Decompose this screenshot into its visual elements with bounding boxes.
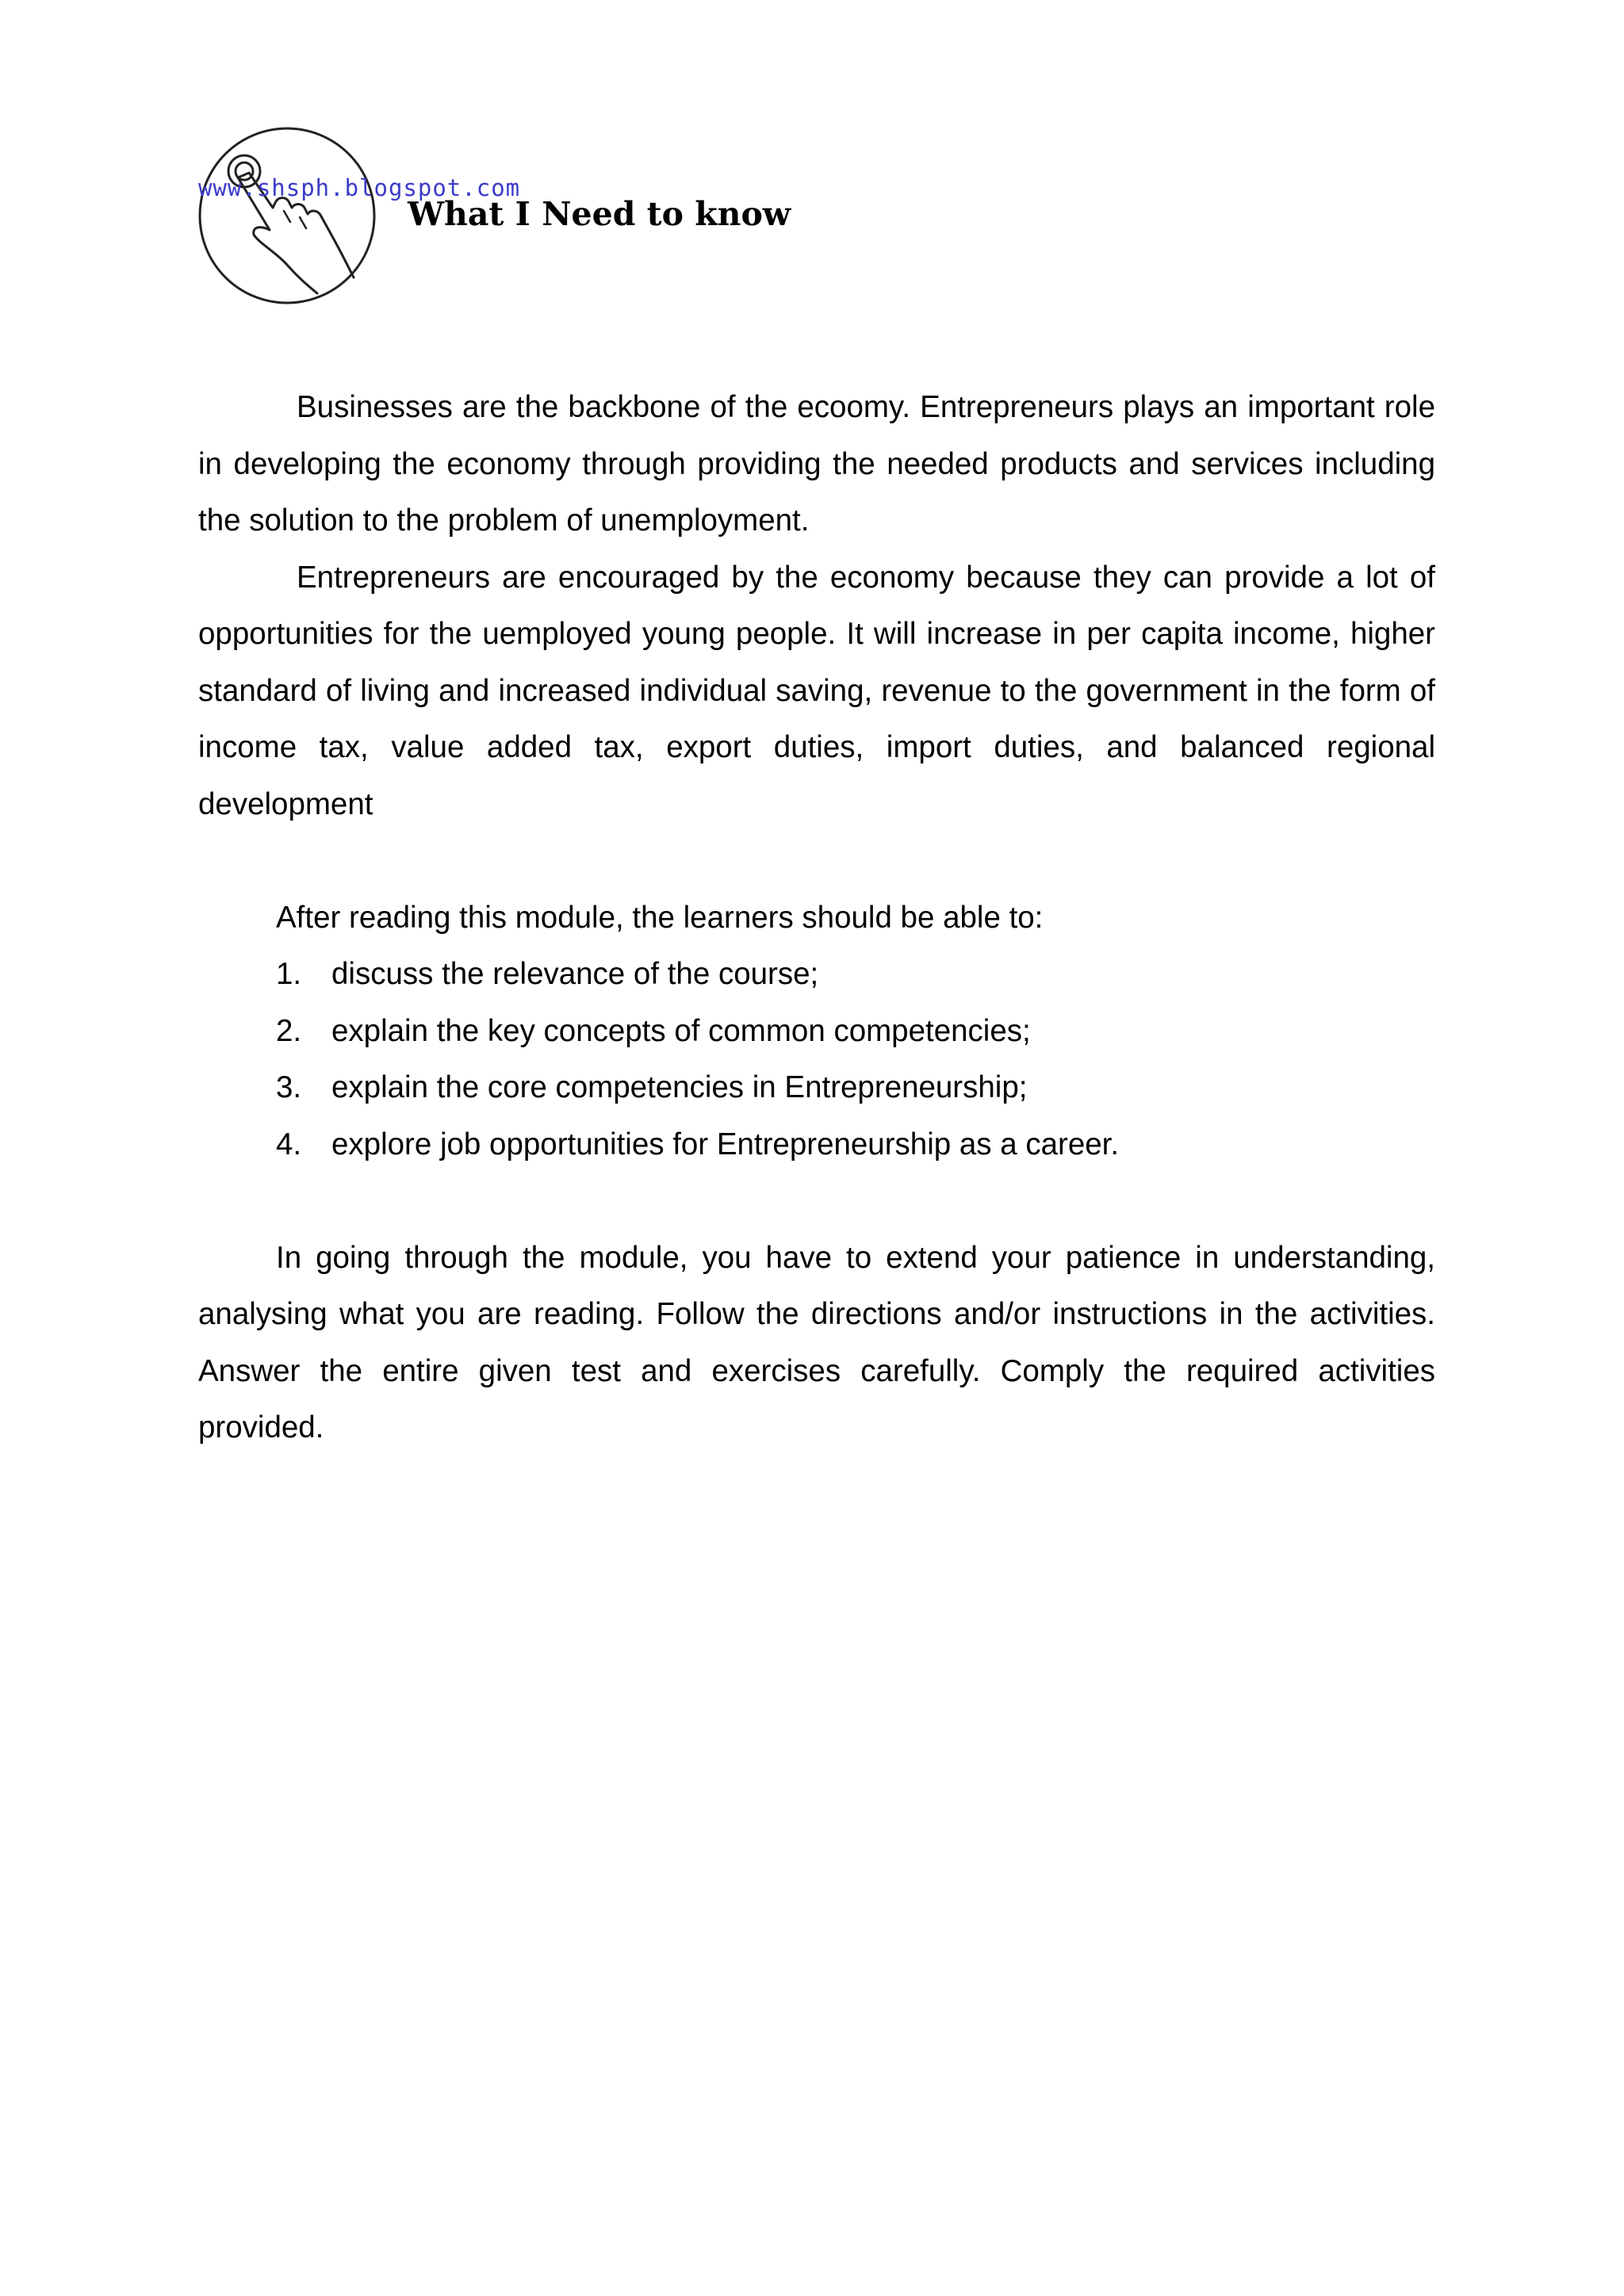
list-item [276,1059,1435,1116]
paragraph-businesses: Businesses are the backbone of the ecoomy. Entrepreneurs plays an important role in developing the economy through providing the needed products and services including the solution to the problem of unemployment. [198,390,1435,538]
list-item [276,1116,1435,1173]
list-item-number: 3. [276,1070,302,1104]
spacer [198,832,1435,890]
hand-pointer-icon [197,125,377,306]
paragraph-module-guidance: In going through the module, you have to extend your patience in understanding, analysing what you are reading. Follow the directions and/or instructions in the activities. Answer the entire given test and exercises carefully. Comply the required activities provided. [198,1240,1435,1445]
list-item-text: explore job opportunities for Entrepreneurship as a career. [331,1127,1120,1161]
objectives-intro: After reading this module, the learners should be able to: [276,900,1044,935]
section-title: What I Need to know [408,195,791,233]
list-item [276,1003,1435,1060]
list-item-text: explain the core competencies in Entrepreneurship; [331,1070,1028,1104]
watermark-url: www.shsph.blogspot.com [198,174,521,201]
objectives-list [198,946,1435,1173]
paragraph-entrepreneurs: Entrepreneurs are encouraged by the economy because they can provide a lot of opportunities for the uemployed young people. It will increase in per capita income, higher standard of living and increased individual saving, revenue to the government in the form of income tax, value added tax, export duties, import duties, and balanced regional development [198,560,1435,821]
list-item [276,946,1435,1003]
section-header [197,125,910,316]
list-item-text: explain the key concepts of common competencies; [331,1013,1031,1048]
body-content [198,379,1435,1456]
list-item-number: 1. [276,957,302,991]
spacer [198,1173,1435,1230]
list-item-number: 4. [276,1127,302,1161]
list-item-number: 2. [276,1013,302,1048]
list-item-text: discuss the relevance of the course; [331,957,819,991]
